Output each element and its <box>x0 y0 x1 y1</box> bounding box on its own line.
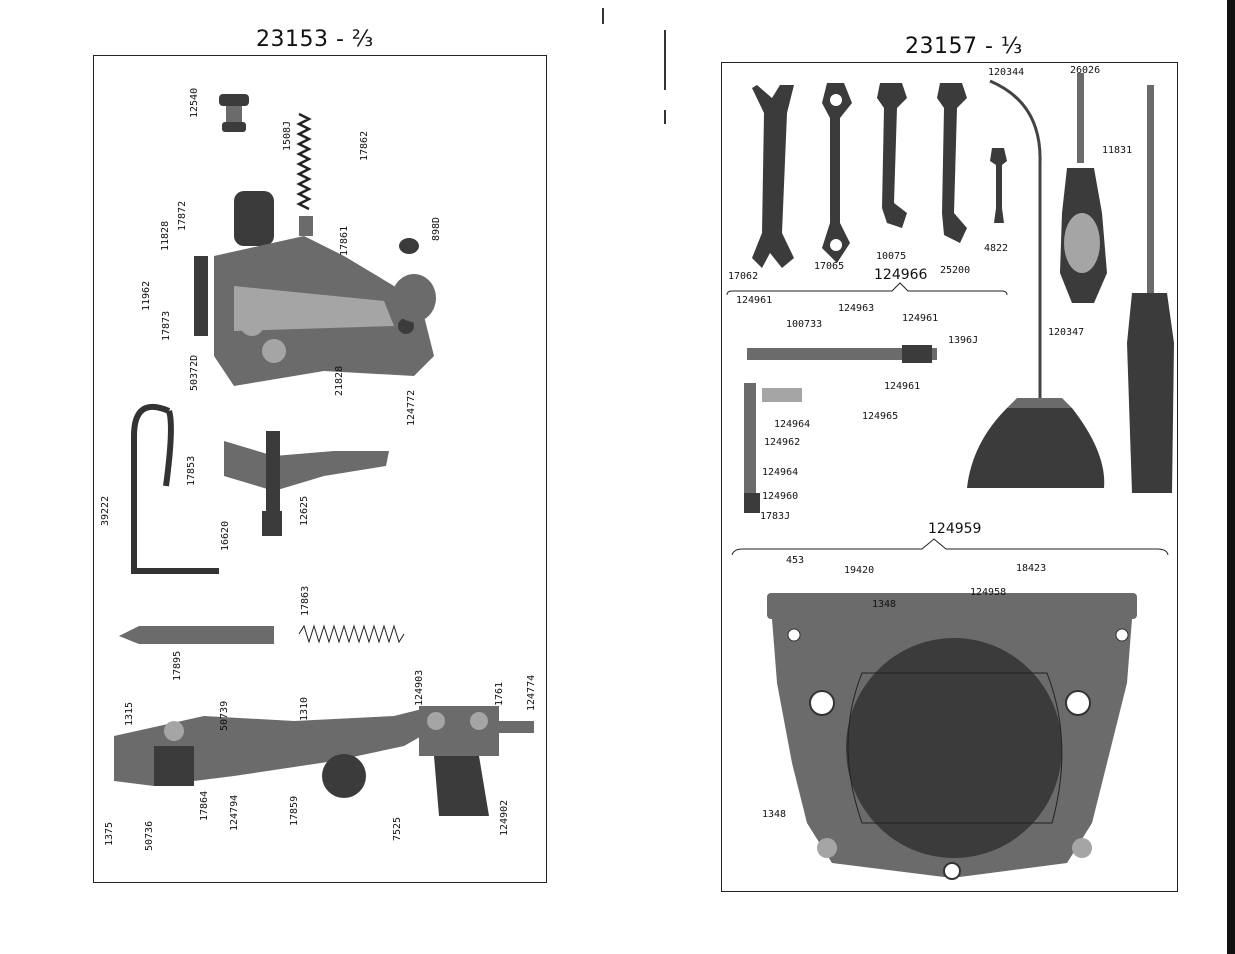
part-label: 1761 <box>494 681 505 706</box>
part-label: 1783J <box>760 511 791 522</box>
part-label: 17861 <box>339 225 350 256</box>
part-label: 17853 <box>186 455 197 486</box>
part-label: 124961 <box>902 313 939 324</box>
part-label: 1375 <box>104 821 115 846</box>
part-label: 12540 <box>189 87 200 118</box>
group-label: 124966 <box>874 267 928 283</box>
part-label: 4822 <box>984 243 1009 254</box>
part-label: 100733 <box>786 319 823 330</box>
part-label: 10075 <box>876 251 907 262</box>
part-label: 21828 <box>334 365 345 396</box>
part-label: 124902 <box>499 799 510 836</box>
part-label: 50739 <box>219 700 230 731</box>
part-label: 120344 <box>988 67 1025 78</box>
part-label: 124960 <box>762 491 799 502</box>
part-label: 124961 <box>884 381 921 392</box>
right-parts-plate <box>721 62 1178 892</box>
part-label: 11962 <box>141 280 152 311</box>
part-label: 18423 <box>1016 563 1047 574</box>
left-page-title: 23153 - ⅔ <box>256 27 374 52</box>
part-label: 453 <box>786 555 805 566</box>
scan-edge <box>1227 0 1235 954</box>
part-label: 120347 <box>1048 327 1085 338</box>
group-label: 124959 <box>928 521 982 537</box>
part-label: 11828 <box>160 220 171 251</box>
part-label: 17062 <box>728 271 759 282</box>
part-label: 17863 <box>300 585 311 616</box>
part-label: 17065 <box>814 261 845 272</box>
part-label: 1310 <box>299 696 310 721</box>
part-label: 1315 <box>124 701 135 726</box>
part-label: 124962 <box>764 437 801 448</box>
part-label: 1348 <box>872 599 897 610</box>
part-label: 124965 <box>862 411 899 422</box>
left-parts-illustration <box>94 56 546 882</box>
part-label: 124964 <box>762 467 799 478</box>
part-label: 17864 <box>199 790 210 821</box>
part-label: 898D <box>431 216 442 241</box>
part-label: 124958 <box>970 587 1007 598</box>
part-label: 7525 <box>392 816 403 841</box>
part-label: 39222 <box>100 495 111 526</box>
part-label: 17873 <box>161 310 172 341</box>
part-label: 124794 <box>229 794 240 831</box>
right-page-title: 23157 - ⅓ <box>905 34 1023 59</box>
part-label: 1508J <box>282 120 293 151</box>
part-label: 17862 <box>359 130 370 161</box>
gutter-mark <box>664 30 666 90</box>
part-label: 50736 <box>144 820 155 851</box>
part-label: 25200 <box>940 265 971 276</box>
part-label: 17895 <box>172 650 183 681</box>
part-label: 19420 <box>844 565 875 576</box>
part-label: 16620 <box>220 520 231 551</box>
part-label: 1396J <box>948 335 979 346</box>
part-label: 11831 <box>1102 145 1133 156</box>
part-label: 50372D <box>189 354 200 391</box>
gutter-mark <box>664 110 666 124</box>
part-label: 124961 <box>736 295 773 306</box>
part-label: 124903 <box>414 669 425 706</box>
part-label: 1348 <box>762 809 787 820</box>
part-label: 124772 <box>406 389 417 426</box>
part-label: 12625 <box>299 495 310 526</box>
part-label: 124963 <box>838 303 875 314</box>
part-label: 124774 <box>526 674 537 711</box>
part-label: 26026 <box>1070 65 1101 76</box>
left-parts-plate <box>93 55 547 883</box>
gutter-mark <box>602 8 604 24</box>
part-label: 124964 <box>774 419 811 430</box>
part-label: 17859 <box>289 795 300 826</box>
part-label: 17872 <box>177 200 188 231</box>
